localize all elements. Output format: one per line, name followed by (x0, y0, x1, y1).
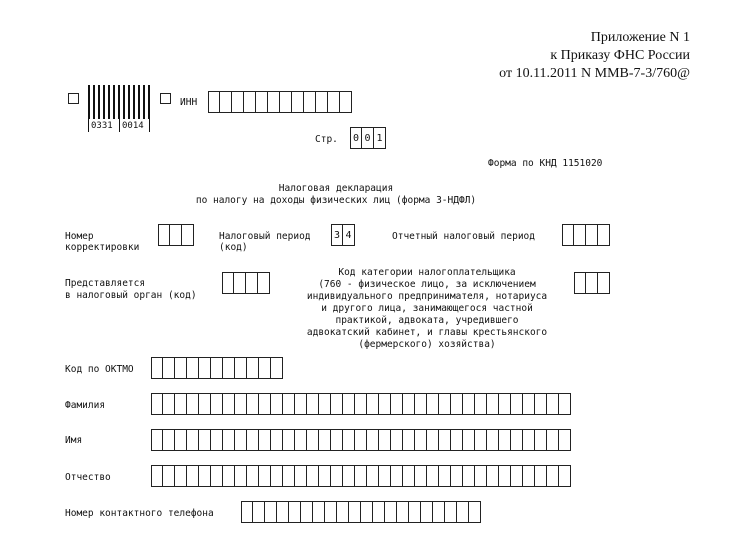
input-cell[interactable] (151, 429, 163, 451)
category-label-7: (фермерского) хозяйства) (358, 339, 496, 350)
input-cell[interactable] (313, 501, 325, 523)
input-cell[interactable] (208, 91, 220, 113)
input-cell[interactable] (283, 429, 295, 451)
input-cell[interactable] (319, 393, 331, 415)
input-cell[interactable] (391, 393, 403, 415)
tax-period-field[interactable] (331, 224, 355, 246)
input-cell[interactable] (379, 393, 391, 415)
input-cell[interactable] (280, 91, 292, 113)
input-cell[interactable] (415, 429, 427, 451)
input-cell[interactable] (547, 465, 559, 487)
input-cell[interactable] (199, 393, 211, 415)
input-cell[interactable] (259, 393, 271, 415)
input-cell[interactable] (295, 393, 307, 415)
form-title: Налоговая декларация (278, 183, 394, 194)
category-label-3: индивидуального предпринимателя, нотариуса (306, 291, 548, 302)
form-subtitle: по налогу на доходы физических лиц (форма 3-НДФЛ) (195, 195, 477, 206)
input-cell[interactable] (211, 393, 223, 415)
input-cell[interactable] (307, 465, 319, 487)
input-cell[interactable] (151, 357, 163, 379)
input-cell[interactable] (535, 465, 547, 487)
input-cell[interactable] (259, 357, 271, 379)
input-cell[interactable] (415, 393, 427, 415)
input-cell[interactable] (234, 272, 246, 294)
oktmo-field[interactable] (151, 357, 283, 379)
category-label-5: практикой, адвоката, учредившего (335, 315, 519, 326)
input-cell[interactable] (559, 465, 571, 487)
input-cell[interactable] (355, 429, 367, 451)
input-cell[interactable] (598, 272, 610, 294)
barcode-right-code: 0014 (122, 121, 144, 131)
input-cell[interactable] (211, 429, 223, 451)
input-cell[interactable] (289, 501, 301, 523)
category-label-6: адвокатский кабинет, и главы крестьянского (306, 327, 548, 338)
input-cell[interactable] (421, 501, 433, 523)
surname-label: Фамилия (65, 400, 106, 411)
input-cell[interactable] (258, 272, 270, 294)
correction-number-field[interactable] (158, 224, 194, 246)
corner-marker-right (160, 93, 171, 104)
input-cell[interactable] (523, 429, 535, 451)
input-cell[interactable] (355, 465, 367, 487)
input-cell[interactable] (427, 393, 439, 415)
input-cell[interactable] (223, 357, 235, 379)
input-cell[interactable] (340, 91, 352, 113)
input-cell[interactable] (469, 501, 481, 523)
input-cell[interactable] (292, 91, 304, 113)
appendix-line-3: от 10.11.2011 N ММВ-7-3/760@ (499, 66, 690, 81)
input-cell[interactable] (343, 465, 355, 487)
category-label-2: (760 - физическое лицо, за исключением (318, 279, 536, 290)
input-cell[interactable] (511, 393, 523, 415)
input-cell[interactable] (487, 429, 499, 451)
input-cell[interactable] (457, 501, 469, 523)
tax-authority-label-2: в налоговый орган (код) (65, 290, 197, 301)
input-cell[interactable] (427, 465, 439, 487)
input-cell[interactable] (499, 465, 511, 487)
input-cell[interactable] (319, 465, 331, 487)
appendix-line-1: Приложение N 1 (590, 30, 690, 45)
input-cell[interactable]: 3 (331, 224, 343, 246)
input-cell[interactable] (337, 501, 349, 523)
input-cell[interactable] (295, 429, 307, 451)
input-cell[interactable] (574, 272, 586, 294)
input-cell[interactable] (175, 393, 187, 415)
input-cell[interactable] (499, 393, 511, 415)
input-cell[interactable] (487, 393, 499, 415)
input-cell[interactable] (373, 501, 385, 523)
correction-label-1: Номер (65, 231, 94, 242)
input-cell[interactable] (223, 429, 235, 451)
category-label-1: Код категории налогоплательщика (338, 267, 516, 278)
tax-period-code-label: (код) (219, 242, 248, 253)
tax-authority-label-1: Представляется (65, 278, 146, 289)
input-cell[interactable] (325, 501, 337, 523)
input-cell[interactable] (439, 393, 451, 415)
input-cell[interactable] (187, 465, 199, 487)
input-cell[interactable] (343, 429, 355, 451)
input-cell[interactable] (343, 393, 355, 415)
input-cell[interactable] (427, 429, 439, 451)
corner-marker-left (68, 93, 79, 104)
phone-label: Номер контактного телефона (65, 508, 214, 519)
input-cell[interactable] (463, 393, 475, 415)
input-cell[interactable] (211, 465, 223, 487)
input-cell[interactable] (265, 501, 277, 523)
input-cell[interactable] (235, 465, 247, 487)
input-cell[interactable] (247, 393, 259, 415)
input-cell[interactable] (331, 465, 343, 487)
input-cell[interactable] (439, 465, 451, 487)
input-cell[interactable] (331, 393, 343, 415)
barcode (86, 85, 152, 132)
input-cell[interactable] (379, 465, 391, 487)
input-cell[interactable] (151, 465, 163, 487)
input-cell[interactable] (187, 393, 199, 415)
input-cell[interactable] (385, 501, 397, 523)
input-cell[interactable] (232, 91, 244, 113)
input-cell[interactable] (586, 272, 598, 294)
input-cell[interactable] (445, 501, 457, 523)
input-cell[interactable] (511, 465, 523, 487)
barcode-left-code: 0331 (91, 121, 113, 131)
input-cell[interactable] (367, 429, 379, 451)
surname-field[interactable] (151, 393, 571, 415)
page-label: Стр. (315, 134, 338, 145)
input-cell[interactable] (391, 429, 403, 451)
correction-label-2: корректировки (65, 242, 140, 253)
input-cell[interactable] (199, 429, 211, 451)
input-cell[interactable] (283, 465, 295, 487)
input-cell[interactable] (535, 429, 547, 451)
input-cell[interactable] (182, 224, 194, 246)
input-cell[interactable] (301, 501, 313, 523)
name-field[interactable] (151, 429, 571, 451)
input-cell[interactable] (463, 465, 475, 487)
input-cell[interactable] (268, 91, 280, 113)
input-cell[interactable] (487, 465, 499, 487)
input-cell[interactable] (220, 91, 232, 113)
inn-label: ИНН (180, 97, 198, 108)
patronymic-label: Отчество (65, 472, 111, 483)
input-cell[interactable] (328, 91, 340, 113)
input-cell[interactable] (175, 429, 187, 451)
input-cell[interactable] (235, 429, 247, 451)
input-cell[interactable] (199, 357, 211, 379)
input-cell[interactable] (361, 501, 373, 523)
input-cell[interactable] (170, 224, 182, 246)
input-cell[interactable] (271, 357, 283, 379)
input-cell[interactable] (475, 429, 487, 451)
category-label-4: и другого лица, занимающегося частной (321, 303, 533, 314)
input-cell[interactable] (331, 429, 343, 451)
input-cell[interactable] (397, 501, 409, 523)
form-code: Форма по КНД 1151020 (488, 158, 603, 169)
input-cell[interactable] (259, 429, 271, 451)
input-cell[interactable] (451, 393, 463, 415)
input-cell[interactable] (246, 272, 258, 294)
taxpayer-category-field[interactable] (574, 272, 610, 294)
input-cell[interactable] (523, 393, 535, 415)
input-cell[interactable] (586, 224, 598, 246)
input-cell[interactable] (241, 501, 253, 523)
inn-field[interactable] (208, 91, 352, 113)
input-cell[interactable] (433, 501, 445, 523)
input-cell[interactable] (277, 501, 289, 523)
input-cell[interactable] (562, 224, 574, 246)
oktmo-label: Код по ОКТМО (65, 364, 134, 375)
input-cell[interactable] (158, 224, 170, 246)
input-cell[interactable]: 0 (362, 127, 374, 149)
input-cell[interactable] (151, 393, 163, 415)
input-cell[interactable] (163, 429, 175, 451)
input-cell[interactable] (559, 429, 571, 451)
reporting-period-field[interactable] (562, 224, 610, 246)
input-cell[interactable] (222, 272, 234, 294)
tax-period-label: Налоговый период (219, 231, 311, 242)
input-cell[interactable] (247, 357, 259, 379)
input-cell[interactable] (256, 91, 268, 113)
input-cell[interactable] (307, 429, 319, 451)
input-cell[interactable] (247, 429, 259, 451)
input-cell[interactable] (223, 465, 235, 487)
input-cell[interactable] (175, 357, 187, 379)
name-label: Имя (65, 435, 83, 446)
input-cell[interactable] (199, 465, 211, 487)
input-cell[interactable] (349, 501, 361, 523)
page-number-field[interactable] (350, 127, 386, 149)
input-cell[interactable] (235, 393, 247, 415)
input-cell[interactable] (598, 224, 610, 246)
input-cell[interactable] (451, 429, 463, 451)
input-cell[interactable] (379, 429, 391, 451)
input-cell[interactable] (547, 429, 559, 451)
reporting-period-label: Отчетный налоговый период (392, 231, 535, 242)
input-cell[interactable] (175, 465, 187, 487)
patronymic-field[interactable] (151, 465, 571, 487)
phone-field[interactable] (241, 501, 481, 523)
input-cell[interactable] (283, 393, 295, 415)
input-cell[interactable] (475, 393, 487, 415)
input-cell[interactable] (439, 429, 451, 451)
input-cell[interactable] (187, 429, 199, 451)
input-cell[interactable]: 4 (343, 224, 355, 246)
input-cell[interactable] (547, 393, 559, 415)
input-cell[interactable] (163, 357, 175, 379)
input-cell[interactable] (403, 393, 415, 415)
input-cell[interactable] (259, 465, 271, 487)
input-cell[interactable] (523, 465, 535, 487)
input-cell[interactable] (244, 91, 256, 113)
input-cell[interactable] (367, 465, 379, 487)
input-cell[interactable] (535, 393, 547, 415)
input-cell[interactable] (319, 429, 331, 451)
input-cell[interactable] (574, 224, 586, 246)
tax-authority-code-field[interactable] (222, 272, 270, 294)
input-cell[interactable] (391, 465, 403, 487)
input-cell[interactable] (463, 429, 475, 451)
input-cell[interactable] (223, 393, 235, 415)
input-cell[interactable] (355, 393, 367, 415)
input-cell[interactable] (499, 429, 511, 451)
input-cell[interactable] (235, 357, 247, 379)
input-cell[interactable] (211, 357, 223, 379)
input-cell[interactable] (367, 393, 379, 415)
input-cell[interactable] (307, 393, 319, 415)
input-cell[interactable] (415, 465, 427, 487)
input-cell[interactable] (409, 501, 421, 523)
input-cell[interactable] (247, 465, 259, 487)
input-cell[interactable] (187, 357, 199, 379)
input-cell[interactable] (163, 465, 175, 487)
input-cell[interactable] (403, 465, 415, 487)
input-cell[interactable]: 1 (374, 127, 386, 149)
input-cell[interactable] (451, 465, 463, 487)
input-cell[interactable] (475, 465, 487, 487)
input-cell[interactable] (271, 429, 283, 451)
input-cell[interactable] (403, 429, 415, 451)
input-cell[interactable] (304, 91, 316, 113)
input-cell[interactable] (316, 91, 328, 113)
input-cell[interactable] (253, 501, 265, 523)
input-cell[interactable]: 0 (350, 127, 362, 149)
input-cell[interactable] (271, 465, 283, 487)
input-cell[interactable] (511, 429, 523, 451)
input-cell[interactable] (271, 393, 283, 415)
input-cell[interactable] (163, 393, 175, 415)
appendix-line-2: к Приказу ФНС России (550, 48, 690, 63)
input-cell[interactable] (559, 393, 571, 415)
input-cell[interactable] (295, 465, 307, 487)
